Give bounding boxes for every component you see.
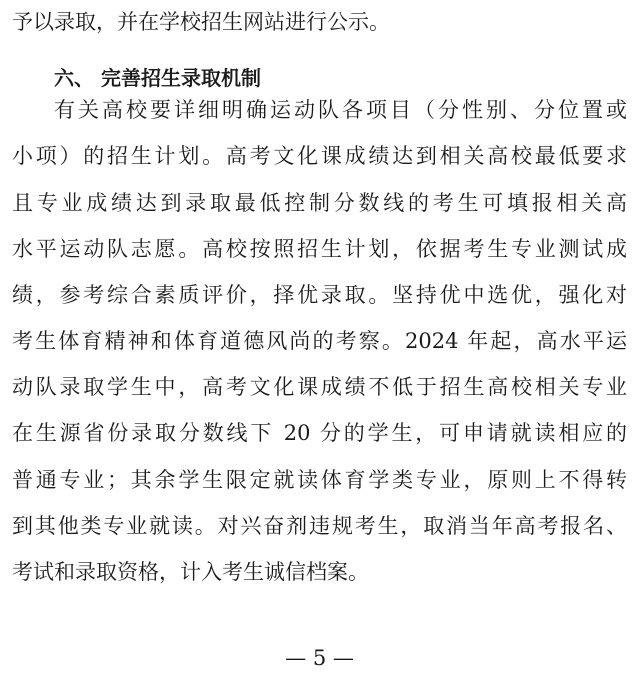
paragraph-line: 且专业成绩达到录取最低控制分数线的考生可填报相关高 (12, 191, 627, 215)
page-number: — 5 — (285, 646, 354, 670)
paragraph-line: 有关高校要详细明确运动队各项目（分性别、分位置或 (54, 98, 627, 122)
paragraph-line: 考生体育精神和体育道德风尚的考察。2024 年起，高水平运 (12, 329, 627, 353)
paragraph-line: 水平运动队志愿。高校按照招生计划，依据考生专业测试成 (12, 237, 627, 261)
paragraph-line: 普通专业；其余学生限定就读体育学类专业，原则上不得转 (12, 468, 627, 492)
paragraph-line: 绩，参考综合素质评价，择优录取。坚持优中选优，强化对 (12, 283, 627, 307)
section-heading: 六、 完善招生录取机制 (54, 66, 261, 90)
paragraph-line: 在生源省份录取分数线下 20 分的学生，可申请就读相应的 (12, 421, 627, 445)
paragraph-line: 到其他类专业就读。对兴奋剂违规考生，取消当年高考报名、 (12, 514, 627, 538)
paragraph-line: 动队录取学生中，高考文化课成绩不低于招生高校相关专业 (12, 375, 627, 399)
paragraph-line: 小项）的招生计划。高考文化课成绩达到相关高校最低要求 (12, 144, 627, 168)
paragraph-line: 考试和录取资格，计入考生诚信档案。 (12, 560, 369, 584)
paragraph-line: 予以录取，并在学校招生网站进行公示。 (12, 10, 390, 34)
